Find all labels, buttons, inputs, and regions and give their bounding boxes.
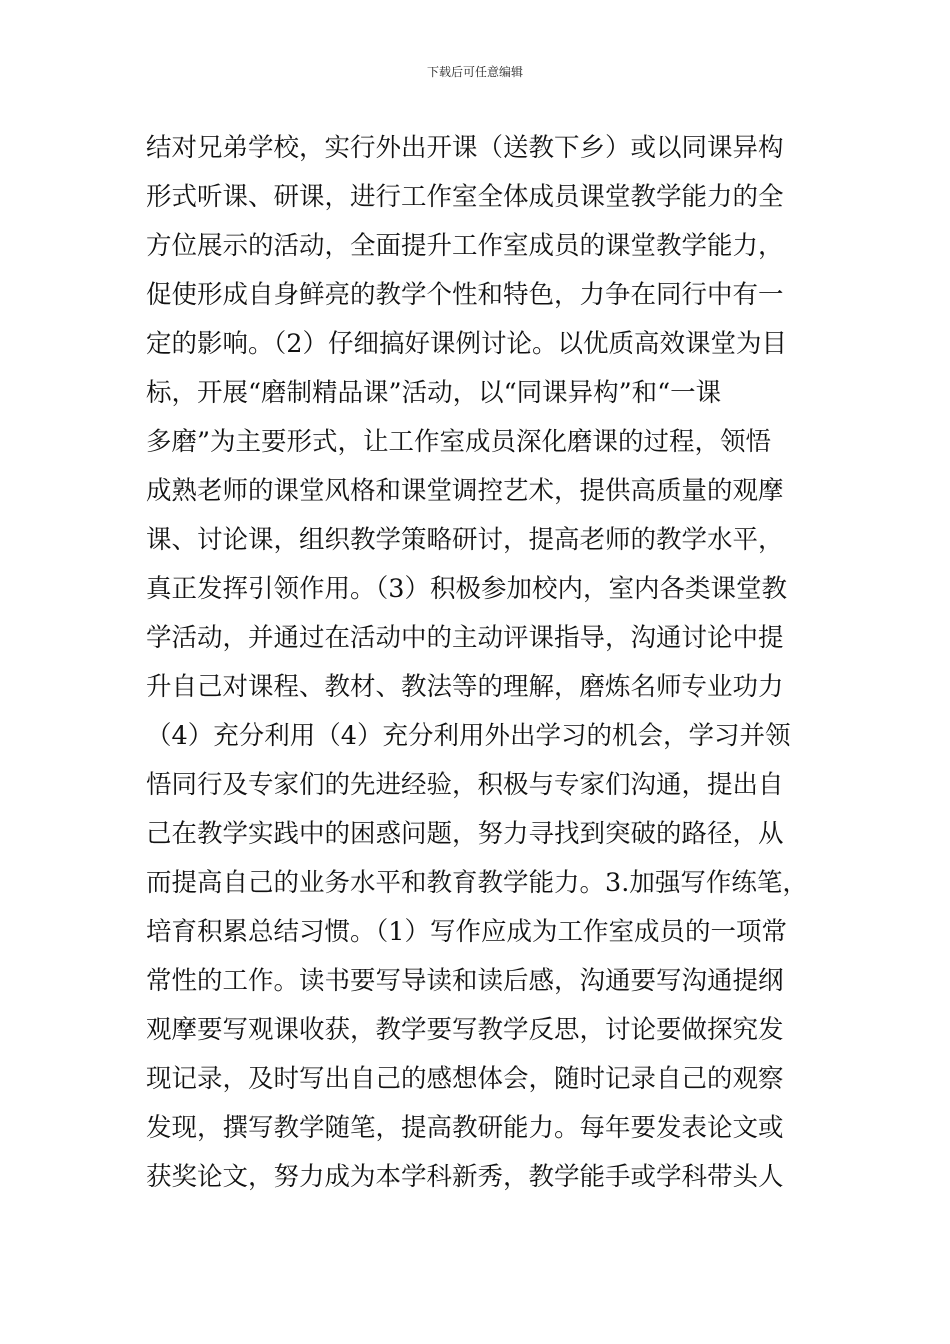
text-line: 成熟老师的课堂风格和课堂调控艺术，提供高质量的观摩 xyxy=(146,476,784,506)
body-text xyxy=(146,124,846,1202)
text-line: 己在教学实践中的困惑问题，努力寻找到突破的路径，从 xyxy=(146,819,784,849)
text-line: 悟同行及专家们的先进经验，积极与专家们沟通，提出自 xyxy=(146,770,784,800)
page-header: 下载后可任意编辑 xyxy=(426,65,523,79)
text-line: 培育积累总结习惯。（1）写作应成为工作室成员的一项常 xyxy=(146,917,787,947)
text-line: 形式听课、研课，进行工作室全体成员课堂教学能力的全 xyxy=(146,182,784,212)
text-line: 升自己对课程、教材、教法等的理解，磨炼名师专业功力 xyxy=(146,672,784,702)
text-line: 真正发挥引领作用。（3）积极参加校内，室内各类课堂教 xyxy=(146,574,787,604)
text-line: 学活动，并通过在活动中的主动评课指导，沟通讨论中提 xyxy=(146,623,784,653)
text-line: 观摩要写观课收获，教学要写教学反思，讨论要做探究发 xyxy=(146,1015,784,1045)
text-line: 获奖论文，努力成为本学科新秀，教学能手或学科带头人 xyxy=(146,1162,784,1192)
text-line: 现记录，及时写出自己的感想体会，随时记录自己的观察 xyxy=(146,1064,784,1094)
text-line: 标，开展“磨制精品课”活动，以“同课异构”和“一课 xyxy=(146,378,722,408)
text-line: 发现，撰写教学随笔，提高教研能力。每年要发表论文或 xyxy=(146,1113,784,1143)
text-line: （4）充分利用（4）充分利用外出学习的机会，学习并领 xyxy=(146,721,791,751)
text-line: 常性的工作。读书要写导读和读后感，沟通要写沟通提纲 xyxy=(146,966,784,996)
text-line: 定的影响。（2）仔细搞好课例讨论。以优质高效课堂为目 xyxy=(146,329,787,359)
text-line: 方位展示的活动，全面提升工作室成员的课堂教学能力， xyxy=(146,231,784,261)
text-line: 多磨”为主要形式，让工作室成员深化磨课的过程，领悟 xyxy=(146,427,772,457)
text-line: 促使形成自身鲜亮的教学个性和特色，力争在同行中有一 xyxy=(146,280,784,310)
text-line: 而提高自己的业务水平和教育教学能力。3.加强写作练笔， xyxy=(146,868,808,898)
text-line: 课、讨论课，组织教学策略研讨，提高老师的教学水平， xyxy=(146,525,784,555)
text-line: 结对兄弟学校，实行外出开课（送教下乡）或以同课异构 xyxy=(146,133,784,163)
